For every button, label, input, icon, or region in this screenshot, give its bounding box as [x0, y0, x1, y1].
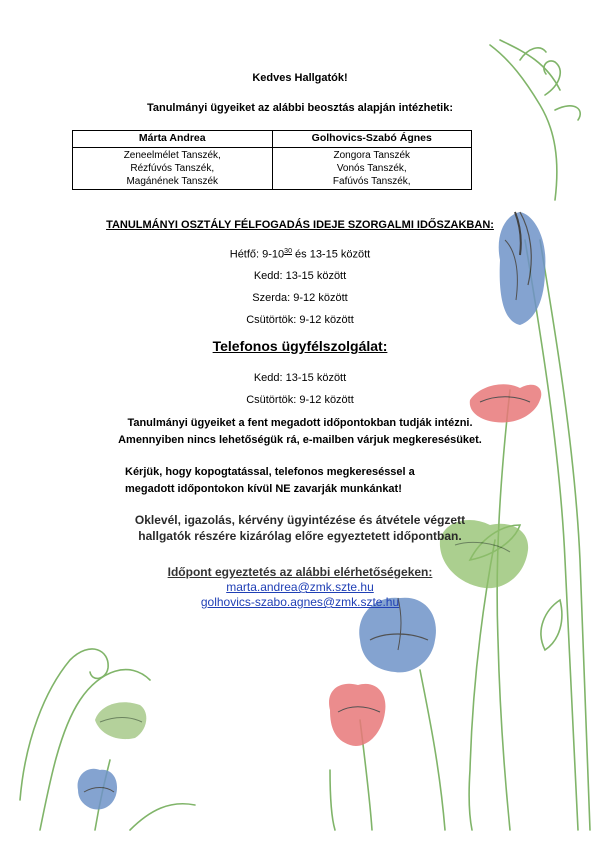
- monday-sup: 30: [284, 248, 292, 255]
- monday-text: Hétfő: 9-10: [229, 248, 285, 261]
- greeting: Kedves Hallgatók!: [252, 72, 348, 84]
- dept-item: Zongora Tanszék: [333, 150, 411, 161]
- dept-item: Fafúvós Tanszék,: [332, 176, 411, 187]
- docs-line: Oklevél, igazolás, kérvény ügyintézése és átvétele végzett: [134, 513, 466, 527]
- notice-text: [0, 415, 600, 449]
- staff-name-right: Golhovics-Szabó Ágnes: [272, 131, 472, 148]
- hours-tuesday: Kedd: 13-15 között: [253, 270, 347, 282]
- dept-item: Magánének Tanszék: [126, 176, 219, 187]
- intro-text: Tanulmányi ügyeiket az alábbi beosztás alapján intézhetik:: [146, 102, 454, 114]
- staff-name-left: Márta Andrea: [73, 131, 273, 148]
- phone-thursday: Csütörtök: 9-12 között: [246, 394, 354, 406]
- staff-depts-left: [73, 148, 273, 190]
- phone-tuesday: Kedd: 13-15 között: [253, 372, 347, 384]
- request-text: Kérjük, hogy kopogtatással, telefonos megkereséssel a megadott időpontokon kívül NE zavarják munkánkat!: [125, 466, 415, 495]
- hours-monday: [0, 248, 600, 261]
- dept-item: Zeneelmélet Tanszék,: [123, 150, 221, 161]
- dept-item: Vonós Tanszék,: [336, 163, 407, 174]
- email-link-marta[interactable]: marta.andrea@zmk.szte.hu: [226, 580, 374, 594]
- monday-text-post: és 13-15 között: [291, 248, 371, 261]
- email-link-golhovics[interactable]: golhovics-szabo.agnes@zmk.szte.hu: [200, 595, 400, 609]
- documents-notice: [0, 512, 600, 544]
- notice-line: Tanulmányi ügyeiket a fent megadott időpontokban tudják intézni.: [127, 417, 473, 429]
- phone-service-title: Telefonos ügyfélszolgálat:: [212, 338, 388, 354]
- appointment-title: Időpont egyeztetés az alábbi elérhetőségeken:: [167, 565, 433, 579]
- dept-item: Rézfúvós Tanszék,: [130, 163, 215, 174]
- hours-thursday: Csütörtök: 9-12 között: [246, 314, 354, 326]
- hours-wednesday: Szerda: 9-12 között: [252, 292, 348, 304]
- docs-line: hallgatók részére kizárólag előre egyeztetett időpontban.: [138, 529, 462, 543]
- office-hours-title: TANULMÁNYI OSZTÁLY FÉLFOGADÁS IDEJE SZORGALMI IDŐSZAKBAN:: [106, 219, 494, 231]
- notice-line: Amennyiben nincs lehetőségük rá, e-mailben várjuk megkeresésüket.: [118, 434, 482, 446]
- staff-table: [72, 130, 472, 190]
- staff-depts-right: [272, 148, 472, 190]
